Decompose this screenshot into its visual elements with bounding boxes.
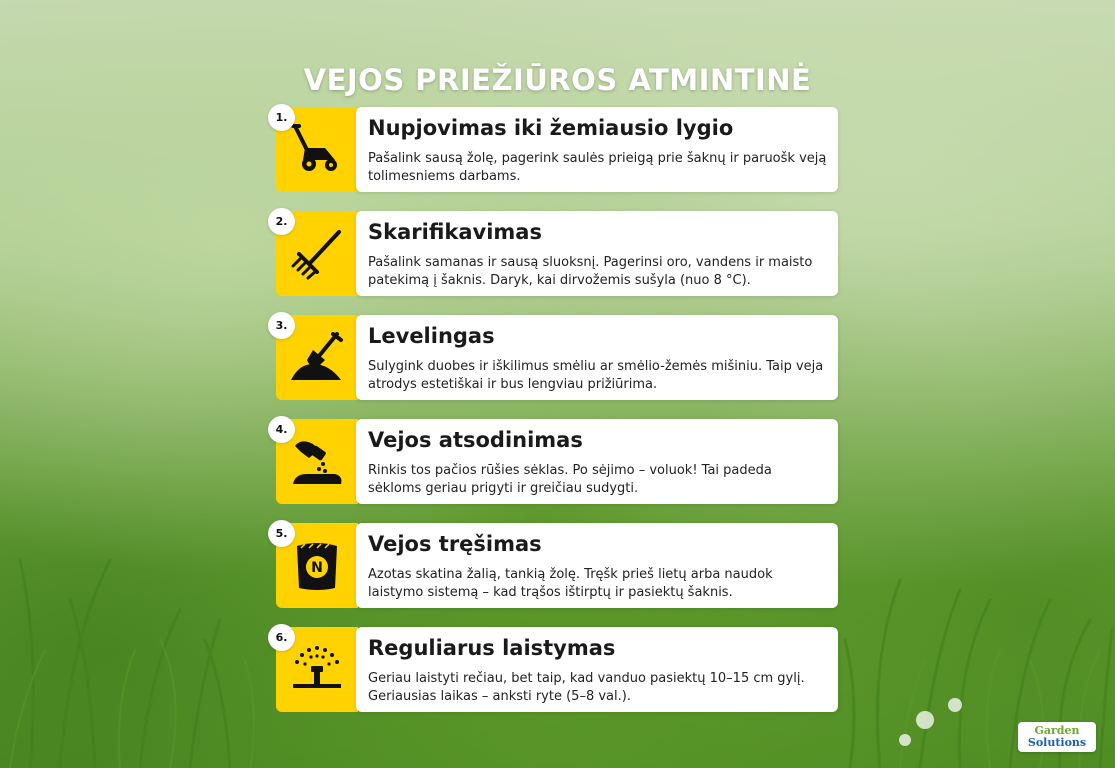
fertilizer-bag-icon — [289, 540, 345, 592]
step-number: 5. — [268, 520, 295, 547]
step-3 — [276, 315, 838, 400]
step-text: Pašalink sausą žolę, pagerink saulės prieigą prie šaknų ir paruošk veją tolimesniems darbams. — [368, 151, 827, 184]
step-text: Pašalink samanas ir sausą sluoksnį. Pagerinsi oro, vandens ir maisto patekimą į šaknis. Daryk, kai dirvožemis sušyla (nuo 8 °C). — [368, 255, 813, 288]
step-heading: Nupjovimas iki žemiausio lygio — [368, 116, 734, 140]
step-text: Azotas skatina žalią, tankią žolę. Tręšk prieš lietų arba naudok laistymo sistemą – kad trąšos ištirptų ir pasiektų šaknis. — [368, 567, 773, 600]
step-card — [356, 107, 838, 192]
logo-line-1: Garden — [1034, 724, 1080, 737]
step-card — [356, 523, 838, 608]
seeding-icon — [289, 436, 345, 488]
step-text: Sulygink duobes ir iškilimus smėliu ar smėlio-žemės mišiniu. Taip veja atrodys estetiškai ir bus lengviau prižiūrima. — [368, 359, 824, 392]
step-card — [356, 627, 838, 712]
step-text: Rinkis tos pačios rūšies sėklas. Po sėjimo – voluok! Tai padeda sėkloms geriau prigyti ir greičiau sudygti. — [368, 463, 772, 496]
shovel-soil-icon — [289, 332, 345, 384]
step-card — [356, 419, 838, 504]
sprinkler-icon — [289, 644, 345, 696]
step-text: Geriau laistyti rečiau, bet taip, kad vanduo pasiektų 10–15 cm gylį. Geriausias laikas – anksti ryte (5–8 val.). — [368, 671, 805, 704]
step-1 — [276, 107, 838, 192]
step-number: 1. — [268, 104, 295, 131]
step-number: 6. — [268, 624, 295, 651]
step-4 — [276, 419, 838, 504]
logo-line-2: Solutions — [1027, 736, 1087, 749]
step-number: 4. — [268, 416, 295, 443]
rake-icon — [289, 228, 345, 280]
step-card — [356, 315, 838, 400]
step-card — [356, 211, 838, 296]
garden-solutions-logo — [1018, 722, 1096, 752]
steps-list — [276, 107, 838, 731]
step-heading: Vejos atsodinimas — [368, 428, 583, 452]
svg-text:N: N — [311, 560, 323, 576]
step-2 — [276, 211, 838, 296]
step-number: 3. — [268, 312, 295, 339]
step-6 — [276, 627, 838, 712]
lawn-mower-icon — [289, 124, 345, 176]
step-heading: Reguliarus laistymas — [368, 636, 616, 660]
step-5 — [276, 523, 838, 608]
step-number: 2. — [268, 208, 295, 235]
step-heading: Skarifikavimas — [368, 220, 542, 244]
step-heading: Levelingas — [368, 324, 495, 348]
step-heading: Vejos tręšimas — [368, 532, 542, 556]
page-title: VEJOS PRIEŽIŪROS ATMINTINĖ — [303, 63, 812, 98]
